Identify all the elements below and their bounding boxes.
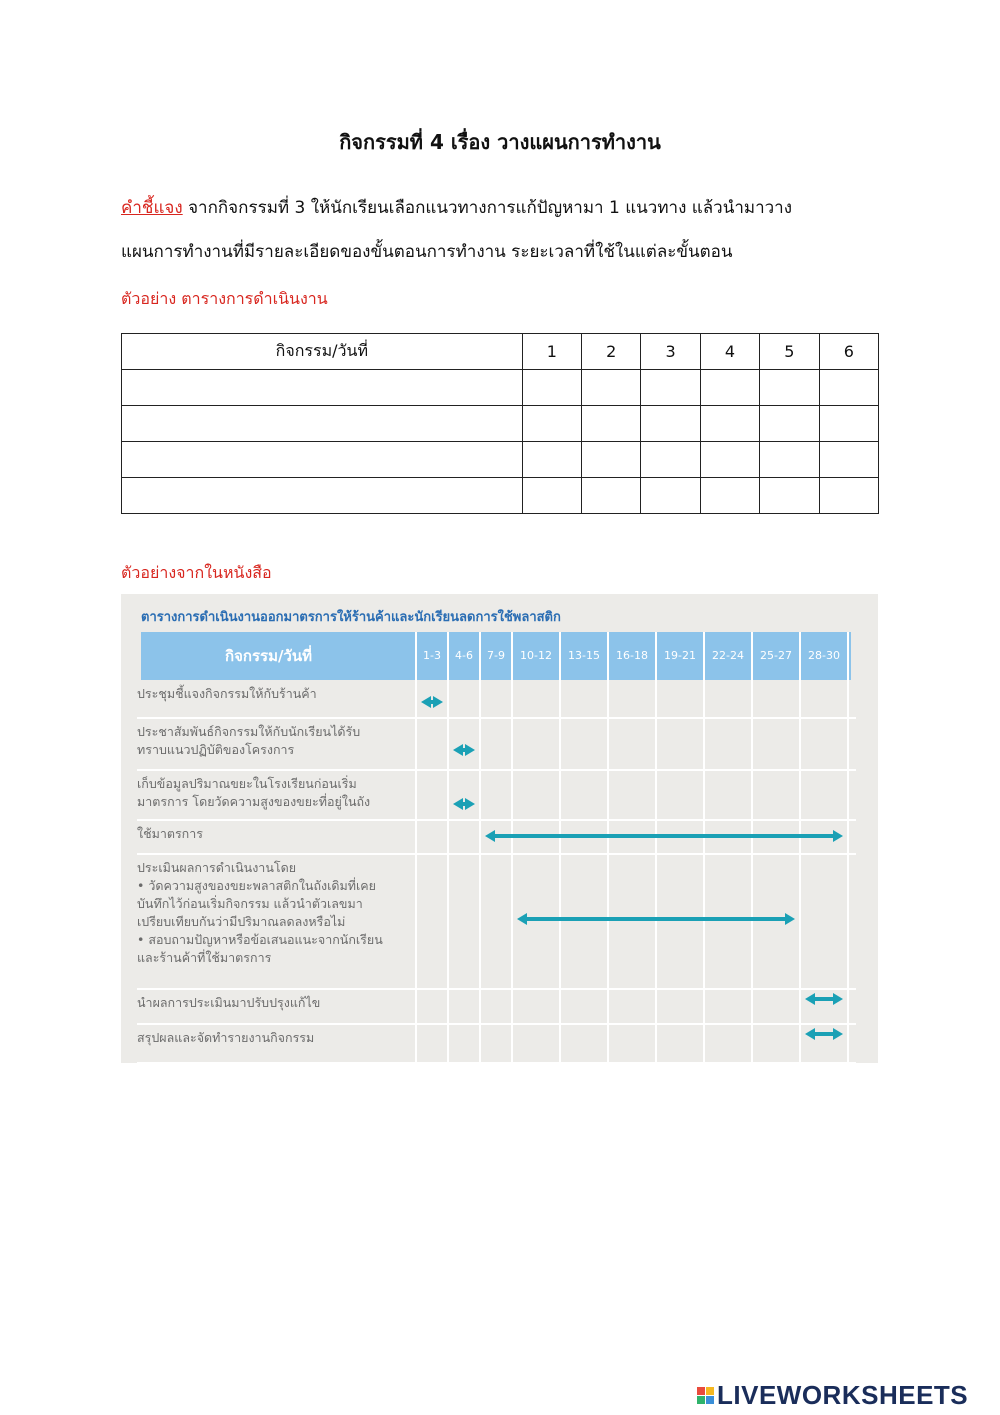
plan-day-cell[interactable] — [819, 442, 878, 478]
plan-day-cell[interactable] — [700, 442, 759, 478]
plan-activity-cell[interactable] — [122, 478, 523, 514]
book-period-label: 13-15 — [568, 649, 600, 662]
book-period-label: 19-21 — [664, 649, 696, 662]
plan-table-row — [122, 370, 879, 406]
book-timeline-arrow — [421, 696, 443, 708]
book-activity-label: ใช้มาตรการ — [137, 826, 203, 841]
example-label: ตัวอย่าง ตารางการดำเนินงาน — [121, 289, 328, 308]
book-example-label: ตัวอย่างจากในหนังสือ — [121, 563, 272, 582]
instruction-lead: คำชี้แจง — [121, 198, 183, 218]
book-activity-label: สรุปผลและจัดทำรายงานกิจกรรม — [137, 1030, 315, 1045]
book-period-label: 16-18 — [616, 649, 648, 662]
plan-day-cell[interactable] — [641, 478, 700, 514]
book-activity-label: นำผลการประเมินมาปรับปรุงแก้ไข — [137, 995, 321, 1010]
book-timeline-arrow — [805, 1028, 843, 1040]
plan-day-cell[interactable] — [522, 478, 581, 514]
plan-activity-cell[interactable] — [122, 442, 523, 478]
book-period-label: 28-30 — [808, 649, 840, 662]
book-activity-label: ประเมินผลการดำเนินงานโดย • วัดความสูงของขยะพลาสติกในถังเดิมที่เคย บันทึกไว้ก่อนเริ่มกิจกรรม แล้วนำตัวเลขมา เปรียบเทียบกันว่ามีปริมาณลดลงหรือไม่ • สอบถามปัญหาหรือข้อเสนอแนะจากนักเรียน และร้านค้าที่ใช้มาตรการ — [137, 860, 383, 965]
book-timeline-arrow — [453, 798, 475, 810]
plan-day-cell[interactable] — [582, 370, 641, 406]
plan-header-day: 1 — [522, 334, 581, 370]
book-timeline-arrow — [805, 993, 843, 1005]
plan-day-cell[interactable] — [700, 406, 759, 442]
plan-day-cell[interactable] — [760, 406, 819, 442]
plan-day-cell[interactable] — [641, 442, 700, 478]
book-timeline-arrow — [453, 744, 475, 756]
plan-day-cell[interactable] — [700, 478, 759, 514]
plan-table-header — [122, 334, 879, 370]
book-period-label: 10-12 — [520, 649, 552, 662]
plan-activity-cell[interactable] — [122, 370, 523, 406]
book-photo — [121, 594, 878, 1063]
watermark-text: LIVEWORKSHEETS — [717, 1379, 969, 1410]
plan-activity-cell[interactable] — [122, 406, 523, 442]
page-title: กิจกรรมที่ 4 เรื่อง วางแผนการทำงาน — [339, 130, 661, 154]
plan-day-cell[interactable] — [641, 406, 700, 442]
book-activity-label: เก็บข้อมูลปริมาณขยะในโรงเรียนก่อนเริ่ม มาตรการ โดยวัดความสูงของขยะที่อยู่ในถัง — [137, 776, 371, 809]
book-activity-label: ประชุมชี้แจงกิจกรรมให้กับร้านค้า — [137, 686, 317, 701]
plan-day-cell[interactable] — [760, 370, 819, 406]
plan-day-cell[interactable] — [582, 406, 641, 442]
book-period-label: 7-9 — [487, 649, 505, 662]
plan-day-cell[interactable] — [700, 370, 759, 406]
plan-day-cell[interactable] — [760, 442, 819, 478]
plan-day-cell[interactable] — [522, 442, 581, 478]
plan-table-row — [122, 442, 879, 478]
book-period-label: 25-27 — [760, 649, 792, 662]
book-period-label: 4-6 — [455, 649, 473, 662]
plan-header-day: 2 — [582, 334, 641, 370]
book-timeline-arrow — [485, 830, 843, 842]
plan-day-cell[interactable] — [819, 370, 878, 406]
instruction-line-2: แผนการทำงานที่มีรายละเอียดของขั้นตอนการทำงาน ระยะเวลาที่ใช้ในแต่ละขั้นตอน — [121, 242, 733, 262]
book-period-label: 22-24 — [712, 649, 744, 662]
plan-header-day: 3 — [641, 334, 700, 370]
instruction-line-1: จากกิจกรรมที่ 3 ให้นักเรียนเลือกแนวทางการแก้ปัญหามา 1 แนวทาง แล้วนำมาวาง — [182, 198, 793, 218]
plan-day-cell[interactable] — [641, 370, 700, 406]
plan-day-cell[interactable] — [582, 478, 641, 514]
plan-day-cell[interactable] — [760, 478, 819, 514]
book-activity-label: ประชาสัมพันธ์กิจกรรมให้กับนักเรียนได้รับ ทราบแนวปฏิบัติของโครงการ — [137, 724, 361, 757]
plan-day-cell[interactable] — [522, 370, 581, 406]
plan-header-day: 6 — [819, 334, 878, 370]
logo-blocks-icon — [697, 1387, 714, 1404]
book-header-activity: กิจกรรม/วันที่ — [225, 647, 312, 665]
plan-day-cell[interactable] — [522, 406, 581, 442]
book-table-title: ตารางการดำเนินงานออกมาตรการให้ร้านค้าและนักเรียนลดการใช้พลาสติก — [141, 610, 561, 625]
plan-table — [121, 333, 879, 514]
book-period-label: 1-3 — [423, 649, 441, 662]
plan-day-cell[interactable] — [819, 406, 878, 442]
liveworksheets-logo — [697, 1380, 968, 1410]
plan-table-row — [122, 478, 879, 514]
plan-header-day: 5 — [760, 334, 819, 370]
plan-day-cell[interactable] — [582, 442, 641, 478]
plan-day-cell[interactable] — [819, 478, 878, 514]
instruction-text — [121, 186, 891, 274]
plan-header-activity: กิจกรรม/วันที่ — [122, 334, 523, 370]
plan-table-row — [122, 406, 879, 442]
plan-header-day: 4 — [700, 334, 759, 370]
